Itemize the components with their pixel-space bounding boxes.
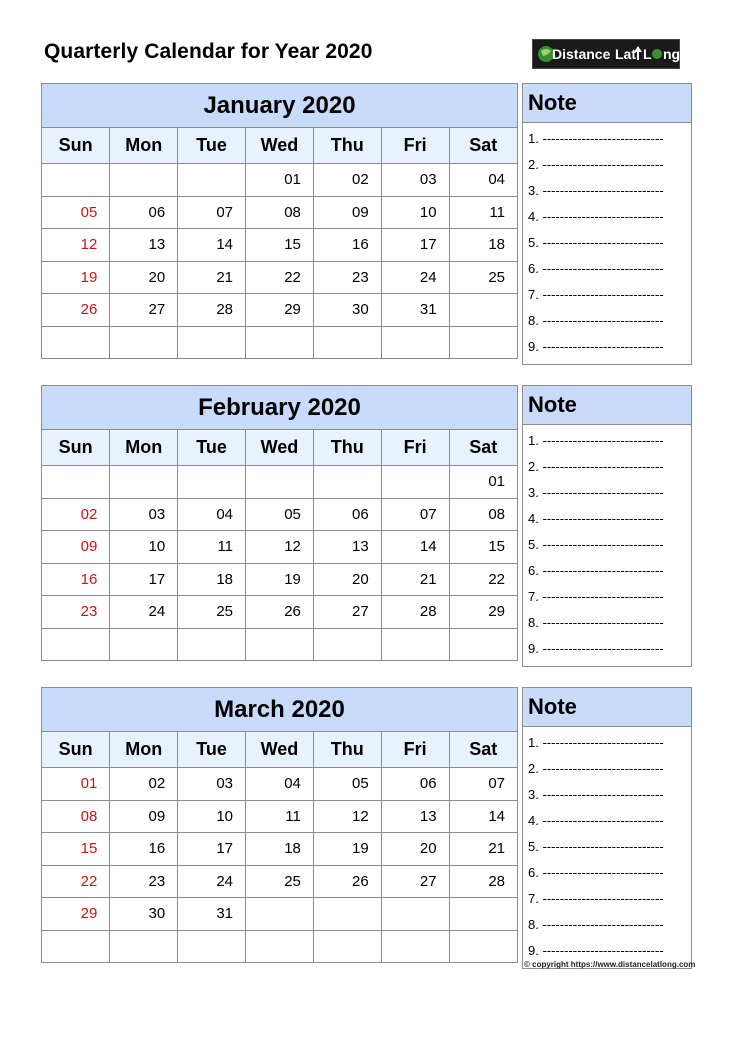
- note-line: 8. ----------------------------: [528, 917, 664, 932]
- note-line: 7. ----------------------------: [528, 287, 664, 302]
- day-cell: 13: [313, 531, 381, 564]
- day-cell: 29: [42, 898, 110, 931]
- calendar-grid: [42, 732, 517, 962]
- day-cell: 12: [246, 531, 314, 564]
- day-cell: 25: [178, 596, 246, 629]
- day-cell: [42, 628, 110, 660]
- day-cell: 03: [178, 768, 246, 801]
- weekday-header: Mon: [110, 128, 178, 164]
- day-cell: 27: [313, 596, 381, 629]
- weekday-header: Tue: [178, 128, 246, 164]
- day-cell: 01: [246, 164, 314, 197]
- day-cell: 16: [313, 229, 381, 262]
- note-line: 1. ----------------------------: [528, 735, 664, 750]
- day-cell: 24: [110, 596, 178, 629]
- day-cell: 17: [178, 833, 246, 866]
- day-cell: [246, 628, 314, 660]
- day-cell: [381, 898, 449, 931]
- calendar-grid: [42, 430, 517, 660]
- day-cell: 18: [246, 833, 314, 866]
- note-line: 2. ----------------------------: [528, 459, 664, 474]
- day-cell: [246, 898, 314, 931]
- weekday-header: Fri: [381, 430, 449, 466]
- weekday-header: Tue: [178, 430, 246, 466]
- day-cell: 28: [449, 865, 517, 898]
- weekday-header: Wed: [246, 128, 314, 164]
- day-cell: 22: [246, 261, 314, 294]
- day-cell: 06: [381, 768, 449, 801]
- note-line: 3. ----------------------------: [528, 485, 664, 500]
- week-row: [42, 596, 517, 629]
- day-cell: 02: [110, 768, 178, 801]
- note-panel: [522, 385, 692, 667]
- day-cell: [110, 930, 178, 962]
- day-cell: 07: [381, 498, 449, 531]
- day-cell: [313, 326, 381, 358]
- day-cell: 04: [178, 498, 246, 531]
- day-cell: 09: [110, 800, 178, 833]
- week-row: [42, 164, 517, 197]
- day-cell: 22: [449, 563, 517, 596]
- day-cell: 05: [313, 768, 381, 801]
- week-row: [42, 865, 517, 898]
- note-line: 5. ----------------------------: [528, 235, 664, 250]
- day-cell: 24: [178, 865, 246, 898]
- weekday-header: Sun: [42, 128, 110, 164]
- note-line: 7. ----------------------------: [528, 891, 664, 906]
- note-line: 3. ----------------------------: [528, 183, 664, 198]
- weekday-header: Fri: [381, 732, 449, 768]
- week-row: [42, 294, 517, 327]
- day-cell: 04: [449, 164, 517, 197]
- weekday-header: Thu: [313, 128, 381, 164]
- day-cell: 21: [381, 563, 449, 596]
- day-cell: 08: [449, 498, 517, 531]
- note-line: 8. ----------------------------: [528, 615, 664, 630]
- week-row: [42, 833, 517, 866]
- month-calendar: [41, 385, 518, 661]
- day-cell: 14: [449, 800, 517, 833]
- note-line: 4. ----------------------------: [528, 511, 664, 526]
- day-cell: 03: [381, 164, 449, 197]
- day-cell: 19: [42, 261, 110, 294]
- weekday-header: Mon: [110, 732, 178, 768]
- week-row: [42, 326, 517, 358]
- day-cell: 20: [381, 833, 449, 866]
- day-cell: 11: [449, 196, 517, 229]
- day-cell: 02: [313, 164, 381, 197]
- note-line: 9. ----------------------------: [528, 339, 664, 354]
- day-cell: [246, 466, 314, 499]
- logo-graphic: [537, 42, 681, 66]
- day-cell: 23: [313, 261, 381, 294]
- day-cell: 17: [110, 563, 178, 596]
- day-cell: [449, 930, 517, 962]
- day-cell: 21: [449, 833, 517, 866]
- day-cell: [110, 326, 178, 358]
- day-cell: 08: [42, 800, 110, 833]
- day-cell: 14: [381, 531, 449, 564]
- day-cell: [178, 326, 246, 358]
- day-cell: [178, 466, 246, 499]
- month-title: February 2020: [42, 386, 517, 430]
- day-cell: [313, 930, 381, 962]
- note-line: 1. ----------------------------: [528, 433, 664, 448]
- month-title: January 2020: [42, 84, 517, 128]
- weekday-header: Thu: [313, 732, 381, 768]
- day-cell: 28: [178, 294, 246, 327]
- day-cell: [313, 466, 381, 499]
- note-line: 1. ----------------------------: [528, 131, 664, 146]
- note-line: 6. ----------------------------: [528, 261, 664, 276]
- day-cell: 23: [110, 865, 178, 898]
- day-cell: [246, 930, 314, 962]
- day-cell: 06: [313, 498, 381, 531]
- weekday-header: Sun: [42, 430, 110, 466]
- day-cell: 21: [178, 261, 246, 294]
- day-cell: 16: [42, 563, 110, 596]
- day-cell: 19: [313, 833, 381, 866]
- month-calendar: [41, 83, 518, 359]
- note-header: Note: [523, 688, 691, 727]
- weekday-header: Tue: [178, 732, 246, 768]
- week-row: [42, 930, 517, 962]
- day-cell: [381, 466, 449, 499]
- day-cell: 26: [246, 596, 314, 629]
- globe-icon: [652, 49, 662, 59]
- note-line: 6. ----------------------------: [528, 563, 664, 578]
- day-cell: 31: [381, 294, 449, 327]
- day-cell: 01: [42, 768, 110, 801]
- day-cell: [42, 930, 110, 962]
- day-cell: 13: [381, 800, 449, 833]
- day-cell: 06: [110, 196, 178, 229]
- note-line: 8. ----------------------------: [528, 313, 664, 328]
- day-cell: 23: [42, 596, 110, 629]
- day-cell: [178, 164, 246, 197]
- week-row: [42, 563, 517, 596]
- day-cell: 13: [110, 229, 178, 262]
- week-row: [42, 768, 517, 801]
- month-title: March 2020: [42, 688, 517, 732]
- weekday-header: Sat: [449, 732, 517, 768]
- day-cell: 02: [42, 498, 110, 531]
- day-cell: 16: [110, 833, 178, 866]
- week-row: [42, 628, 517, 660]
- day-cell: 08: [246, 196, 314, 229]
- note-line: 4. ----------------------------: [528, 209, 664, 224]
- week-row: [42, 196, 517, 229]
- day-cell: [313, 898, 381, 931]
- day-cell: 28: [381, 596, 449, 629]
- day-cell: [313, 628, 381, 660]
- day-cell: 01: [449, 466, 517, 499]
- week-row: [42, 531, 517, 564]
- day-cell: 19: [246, 563, 314, 596]
- day-cell: [449, 898, 517, 931]
- day-cell: [449, 326, 517, 358]
- week-row: [42, 800, 517, 833]
- note-line: 2. ----------------------------: [528, 157, 664, 172]
- day-cell: 12: [42, 229, 110, 262]
- day-cell: 29: [449, 596, 517, 629]
- weekday-header: Wed: [246, 732, 314, 768]
- day-cell: 10: [178, 800, 246, 833]
- note-line: 9. ----------------------------: [528, 641, 664, 656]
- day-cell: [381, 326, 449, 358]
- logo: [532, 39, 680, 69]
- day-cell: [381, 628, 449, 660]
- copyright: © copyright https://www.distancelatlong.com: [524, 960, 696, 969]
- day-cell: 10: [381, 196, 449, 229]
- day-cell: 07: [178, 196, 246, 229]
- day-cell: [42, 466, 110, 499]
- day-cell: 14: [178, 229, 246, 262]
- note-line: 5. ----------------------------: [528, 839, 664, 854]
- day-cell: 27: [110, 294, 178, 327]
- day-cell: [110, 466, 178, 499]
- day-cell: 27: [381, 865, 449, 898]
- logo-text-4: ng: [663, 46, 681, 62]
- day-cell: 30: [110, 898, 178, 931]
- note-panel: [522, 687, 692, 969]
- note-line: 7. ----------------------------: [528, 589, 664, 604]
- note-line: 9. ----------------------------: [528, 943, 664, 958]
- day-cell: 09: [313, 196, 381, 229]
- day-cell: [178, 628, 246, 660]
- note-line: 6. ----------------------------: [528, 865, 664, 880]
- month-calendar: [41, 687, 518, 963]
- logo-text-3: L: [643, 46, 652, 62]
- week-row: [42, 466, 517, 499]
- day-cell: 11: [246, 800, 314, 833]
- note-header: Note: [523, 84, 691, 123]
- day-cell: [381, 930, 449, 962]
- day-cell: 07: [449, 768, 517, 801]
- weekday-header: Sat: [449, 430, 517, 466]
- day-cell: 17: [381, 229, 449, 262]
- day-cell: 25: [449, 261, 517, 294]
- day-cell: 30: [313, 294, 381, 327]
- day-cell: 05: [246, 498, 314, 531]
- weekday-header: Thu: [313, 430, 381, 466]
- note-line: 2. ----------------------------: [528, 761, 664, 776]
- weekday-header: Sat: [449, 128, 517, 164]
- logo-text-2: Lat: [615, 46, 636, 62]
- day-cell: [178, 930, 246, 962]
- note-panel: [522, 83, 692, 365]
- day-cell: [42, 326, 110, 358]
- day-cell: [110, 628, 178, 660]
- day-cell: 12: [313, 800, 381, 833]
- page-title: Quarterly Calendar for Year 2020: [44, 40, 373, 63]
- day-cell: 22: [42, 865, 110, 898]
- day-cell: 15: [246, 229, 314, 262]
- day-cell: [246, 326, 314, 358]
- note-line: 4. ----------------------------: [528, 813, 664, 828]
- day-cell: 04: [246, 768, 314, 801]
- day-cell: 25: [246, 865, 314, 898]
- day-cell: 11: [178, 531, 246, 564]
- note-header: Note: [523, 386, 691, 425]
- day-cell: 05: [42, 196, 110, 229]
- day-cell: [449, 294, 517, 327]
- note-line: 5. ----------------------------: [528, 537, 664, 552]
- day-cell: 26: [313, 865, 381, 898]
- weekday-header: Wed: [246, 430, 314, 466]
- day-cell: [110, 164, 178, 197]
- day-cell: 18: [178, 563, 246, 596]
- day-cell: 24: [381, 261, 449, 294]
- day-cell: 29: [246, 294, 314, 327]
- day-cell: 20: [110, 261, 178, 294]
- day-cell: 15: [449, 531, 517, 564]
- day-cell: 18: [449, 229, 517, 262]
- week-row: [42, 229, 517, 262]
- week-row: [42, 261, 517, 294]
- day-cell: 03: [110, 498, 178, 531]
- day-cell: 10: [110, 531, 178, 564]
- weekday-header: Fri: [381, 128, 449, 164]
- note-line: 3. ----------------------------: [528, 787, 664, 802]
- day-cell: [42, 164, 110, 197]
- day-cell: 09: [42, 531, 110, 564]
- day-cell: [449, 628, 517, 660]
- day-cell: 31: [178, 898, 246, 931]
- day-cell: 15: [42, 833, 110, 866]
- day-cell: 26: [42, 294, 110, 327]
- weekday-header: Sun: [42, 732, 110, 768]
- week-row: [42, 498, 517, 531]
- weekday-header: Mon: [110, 430, 178, 466]
- day-cell: 20: [313, 563, 381, 596]
- calendar-grid: [42, 128, 517, 358]
- logo-text-1: Distance: [552, 46, 611, 62]
- week-row: [42, 898, 517, 931]
